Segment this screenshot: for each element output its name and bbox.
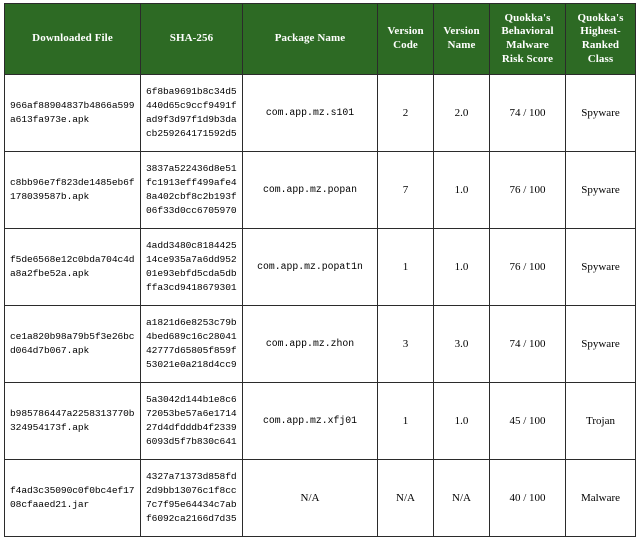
cell-version-name: 2.0	[434, 75, 490, 152]
cell-version-name: 1.0	[434, 229, 490, 306]
header-line: Malware	[506, 39, 549, 51]
cell-risk-score: 45 / 100	[490, 383, 566, 460]
table-row	[5, 383, 636, 460]
header-line: Version	[443, 25, 480, 38]
column-header-package-name	[243, 4, 378, 75]
cell-package-name: N/A	[243, 460, 378, 537]
header-line: Highest-	[580, 25, 621, 38]
cell-version-name: 1.0	[434, 383, 490, 460]
header-line: Risk Score	[501, 52, 554, 65]
cell-package-name: com.app.mz.s101	[243, 75, 378, 152]
cell-risk-score: 76 / 100	[490, 229, 566, 306]
header-line: Quokka's	[504, 11, 551, 24]
cell-malware-class: Spyware	[566, 306, 636, 383]
table-row	[5, 306, 636, 383]
column-header-risk-score	[490, 4, 566, 75]
cell-downloaded-file: 966af88904837b4866a599a613fa973e.apk	[5, 75, 141, 152]
column-header-version-name	[434, 4, 490, 75]
cell-version-code: 3	[378, 306, 434, 383]
cell-downloaded-file: f5de6568e12c0bda704c4da8a2fbe52a.apk	[5, 229, 141, 306]
malware-analysis-table	[4, 3, 636, 537]
cell-downloaded-file: ce1a820b98a79b5f3e26bcd064d7b067.apk	[5, 306, 141, 383]
cell-package-name: com.app.mz.popan	[243, 152, 378, 229]
cell-downloaded-file: f4ad3c35090c0f0bc4ef1708cfaaed21.jar	[5, 460, 141, 537]
cell-risk-score: 40 / 100	[490, 460, 566, 537]
cell-sha256: 3837a522436d8e51fc1913eff499afe48a402cbf8c2b193f06f33d0cc6705970	[141, 152, 243, 229]
cell-sha256: 4327a71373d858fd2d9bb13076c1f8cc7c7f95e64434c7abf6092ca2166d7d35	[141, 460, 243, 537]
cell-version-name: 3.0	[434, 306, 490, 383]
cell-version-code: 7	[378, 152, 434, 229]
column-header-downloaded-file	[5, 4, 141, 75]
header-line: Class	[587, 52, 614, 65]
cell-sha256: 6f8ba9691b8c34d5440d65c9ccf9491fad9f3d97f1d9b3dacb259264171592d5	[141, 75, 243, 152]
header-line: Quokka's	[577, 11, 624, 24]
table-row	[5, 75, 636, 152]
cell-malware-class: Spyware	[566, 152, 636, 229]
cell-malware-class: Spyware	[566, 75, 636, 152]
table-header	[5, 4, 636, 75]
cell-package-name: com.app.mz.zhon	[243, 306, 378, 383]
header-line: Version	[387, 25, 424, 38]
cell-version-code: 1	[378, 229, 434, 306]
cell-risk-score: 74 / 100	[490, 306, 566, 383]
table-body	[5, 75, 636, 537]
table-row	[5, 229, 636, 306]
cell-malware-class: Spyware	[566, 229, 636, 306]
cell-downloaded-file: b985786447a2258313770b324954173f.apk	[5, 383, 141, 460]
cell-risk-score: 74 / 100	[490, 75, 566, 152]
header-line: Code	[393, 39, 418, 51]
column-header-version-code	[378, 4, 434, 75]
cell-version-code: N/A	[378, 460, 434, 537]
header-line: Behavioral	[501, 25, 554, 38]
cell-risk-score: 76 / 100	[490, 152, 566, 229]
cell-version-name: N/A	[434, 460, 490, 537]
cell-downloaded-file: c8bb96e7f823de1485eb6f178039587b.apk	[5, 152, 141, 229]
cell-malware-class: Malware	[566, 460, 636, 537]
cell-package-name: com.app.mz.popat1n	[243, 229, 378, 306]
header-line: SHA-256	[169, 32, 214, 45]
column-header-sha256	[141, 4, 243, 75]
cell-sha256: a1821d6e8253c79b4bed689c16c2804142777d65805f859f53021e0a218d4cc9	[141, 306, 243, 383]
cell-sha256: 5a3042d144b1e8c672053be57a6e171427d4dfdddb4f23396093d5f7b830c641	[141, 383, 243, 460]
table-row	[5, 152, 636, 229]
header-line: Name	[447, 39, 476, 51]
header-line: Downloaded File	[32, 32, 113, 45]
cell-sha256: 4add3480c818442514ce935a7a6dd95201e93ebfd5cda5dbffa3cd9418679301	[141, 229, 243, 306]
cell-package-name: com.app.mz.xfj01	[243, 383, 378, 460]
header-line: Package Name	[274, 32, 346, 45]
cell-malware-class: Trojan	[566, 383, 636, 460]
cell-version-code: 1	[378, 383, 434, 460]
table-row	[5, 460, 636, 537]
header-row	[5, 4, 636, 75]
cell-version-code: 2	[378, 75, 434, 152]
header-line: Ranked	[581, 39, 620, 51]
cell-version-name: 1.0	[434, 152, 490, 229]
column-header-highest-ranked-class	[566, 4, 636, 75]
